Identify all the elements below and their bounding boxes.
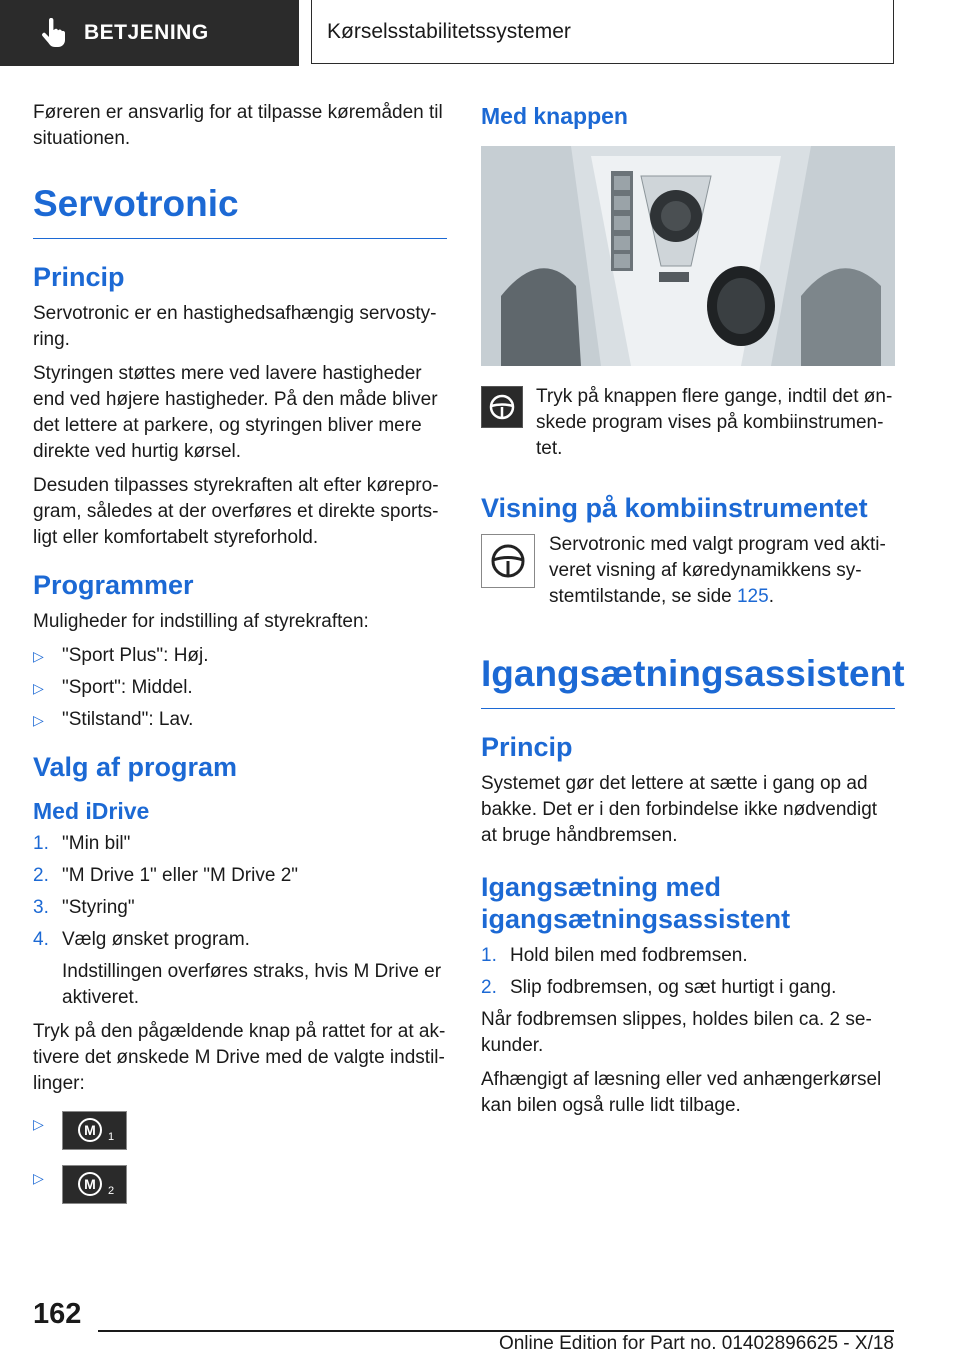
m1-row [33,1111,447,1151]
step-number: 2. [33,865,49,886]
section-title-igangsaetningsassistent: Igangsætningsassistent [481,652,895,709]
programmer-intro: Muligheder for indstilling af styrekraften: [33,611,369,632]
princip2-paragraph: Systemet gør det lettere at sætte i gang op ad bakke. Det er i den forbindelse ikke nødvendigt at bruge håndbremsen. [481,773,878,846]
program-list [33,643,447,733]
svg-text:1: 1 [108,1131,115,1143]
svg-text:2: 2 [108,1185,115,1197]
heading-med-knappen: Med knappen [481,103,628,129]
knap-instruction [481,384,895,462]
chapter-title: Kørselsstabilitetssystemer [327,19,571,43]
step-number: 3. [33,897,49,918]
section-tab [0,0,299,66]
step-text: Slip fodbremsen, og sæt hurtigt i gang. [510,977,837,998]
program-text: "Stilstand": Lav. [62,709,194,730]
footer-edition: Online Edition for Part no. 01402896625 - X/18 [498,1333,894,1354]
program-text: "Sport": Middel. [62,677,193,698]
list-item [33,643,447,669]
step-text: Hold bilen med fodbremsen. [510,945,748,966]
center-console-photo [481,146,895,366]
step-text: "Styring" [62,897,135,918]
heading-visning: Visning på kombiinstrumentet [481,493,868,523]
knap-text: Tryk på knappen flere gange, indtil det ønskede program vises på kombiinstrumentet. [536,386,893,459]
right-column [481,100,905,1127]
visning-period: . [768,586,774,607]
m1-button-icon [62,1111,127,1150]
m2-glyph [63,1166,126,1203]
page-number: 162 [33,1298,82,1330]
heading-princip-2: Princip [481,732,573,762]
step-text: "Min bil" [62,833,131,854]
step-text: Vælg ønsket program. [62,929,250,950]
princip-paragraph-1: Servotronic er en hastighedsafhængig servostyring. [33,303,437,350]
princip-paragraph-3: Desuden tilpasses styrekraften alt efter køreprogram, således at der overføres et direkte sportsligt eller komfortabelt styreforhold. [33,475,439,548]
list-item [33,895,447,921]
step-number: 4. [33,929,49,950]
step-number: 1. [33,833,49,854]
list-item [33,863,447,889]
igang-paragraph-1: Når fodbremsen slippes, holdes bilen ca. 2 sekunder. [481,1009,872,1056]
section-title-servotronic: Servotronic [33,182,447,239]
hand-pointer-icon [40,18,66,48]
list-item [481,975,895,1001]
heading-programmer: Programmer [33,570,194,600]
igang-steps [481,943,895,1001]
steering-wheel-icon [481,386,523,428]
page-header [0,0,960,66]
triangle-bullet-icon: ▷ [33,648,44,664]
m1-glyph [63,1112,126,1149]
section-label: BETJENING [84,21,209,44]
console-illustration [481,146,895,366]
page-link-125[interactable]: 125 [736,586,769,607]
heading-igangsaetning-med: Igangsætning med igangsætningsassistent [481,872,791,934]
triangle-bullet-icon: ▷ [33,1116,44,1132]
heading-med-idrive: Med iDrive [33,798,150,824]
chapter-box [311,0,894,64]
list-item [33,707,447,733]
list-item [481,943,895,969]
step4-note: Indstillingen overføres straks, hvis M Drive er aktiveret. [62,961,442,1008]
step-number: 2. [481,977,497,998]
heading-valg-af-program: Valg af program [33,752,238,782]
triangle-bullet-icon: ▷ [33,680,44,696]
list-item [33,831,447,857]
list-item [33,675,447,701]
igang-paragraph-2: Afhængigt af læsning eller ved anhængerkørsel kan bilen også rulle lidt tilbage. [481,1069,882,1116]
svg-text:M: M [84,1176,96,1192]
footer-divider [98,1330,894,1332]
princip-paragraph-2: Styringen støttes mere ved lavere hastigheder end ved højere hastigheder. På den måde bliver det lettere at parkere, og styringen bliver mere direkte ved hurtig kørsel. [33,363,438,462]
visning-instruction [481,532,895,610]
visning-body: Servotronic med valgt program ved aktiveret visning af køredynamikkens systemtilstande, se side [549,534,886,607]
visning-text [549,532,895,610]
list-item [33,927,447,953]
triangle-bullet-icon: ▷ [33,712,44,728]
heading-princip: Princip [33,262,125,292]
intro-text: Føreren er ansvarlig for at tilpasse køremåden til situationen. [33,102,443,149]
mdrive-paragraph: Tryk på den pågældende knap på rattet for at aktivere det ønskede M Drive med de valgte indstillinger: [33,1021,446,1094]
step-number: 1. [481,945,497,966]
idrive-steps [33,831,447,953]
m2-row [33,1165,447,1205]
svg-text:M: M [84,1122,96,1138]
m2-button-icon [62,1165,127,1204]
step-text: "M Drive 1" eller "M Drive 2" [62,865,299,886]
program-text: "Sport Plus": Høj. [62,645,209,666]
left-column [33,100,447,1219]
triangle-bullet-icon: ▷ [33,1170,44,1186]
steering-wheel-display-icon [481,534,535,588]
